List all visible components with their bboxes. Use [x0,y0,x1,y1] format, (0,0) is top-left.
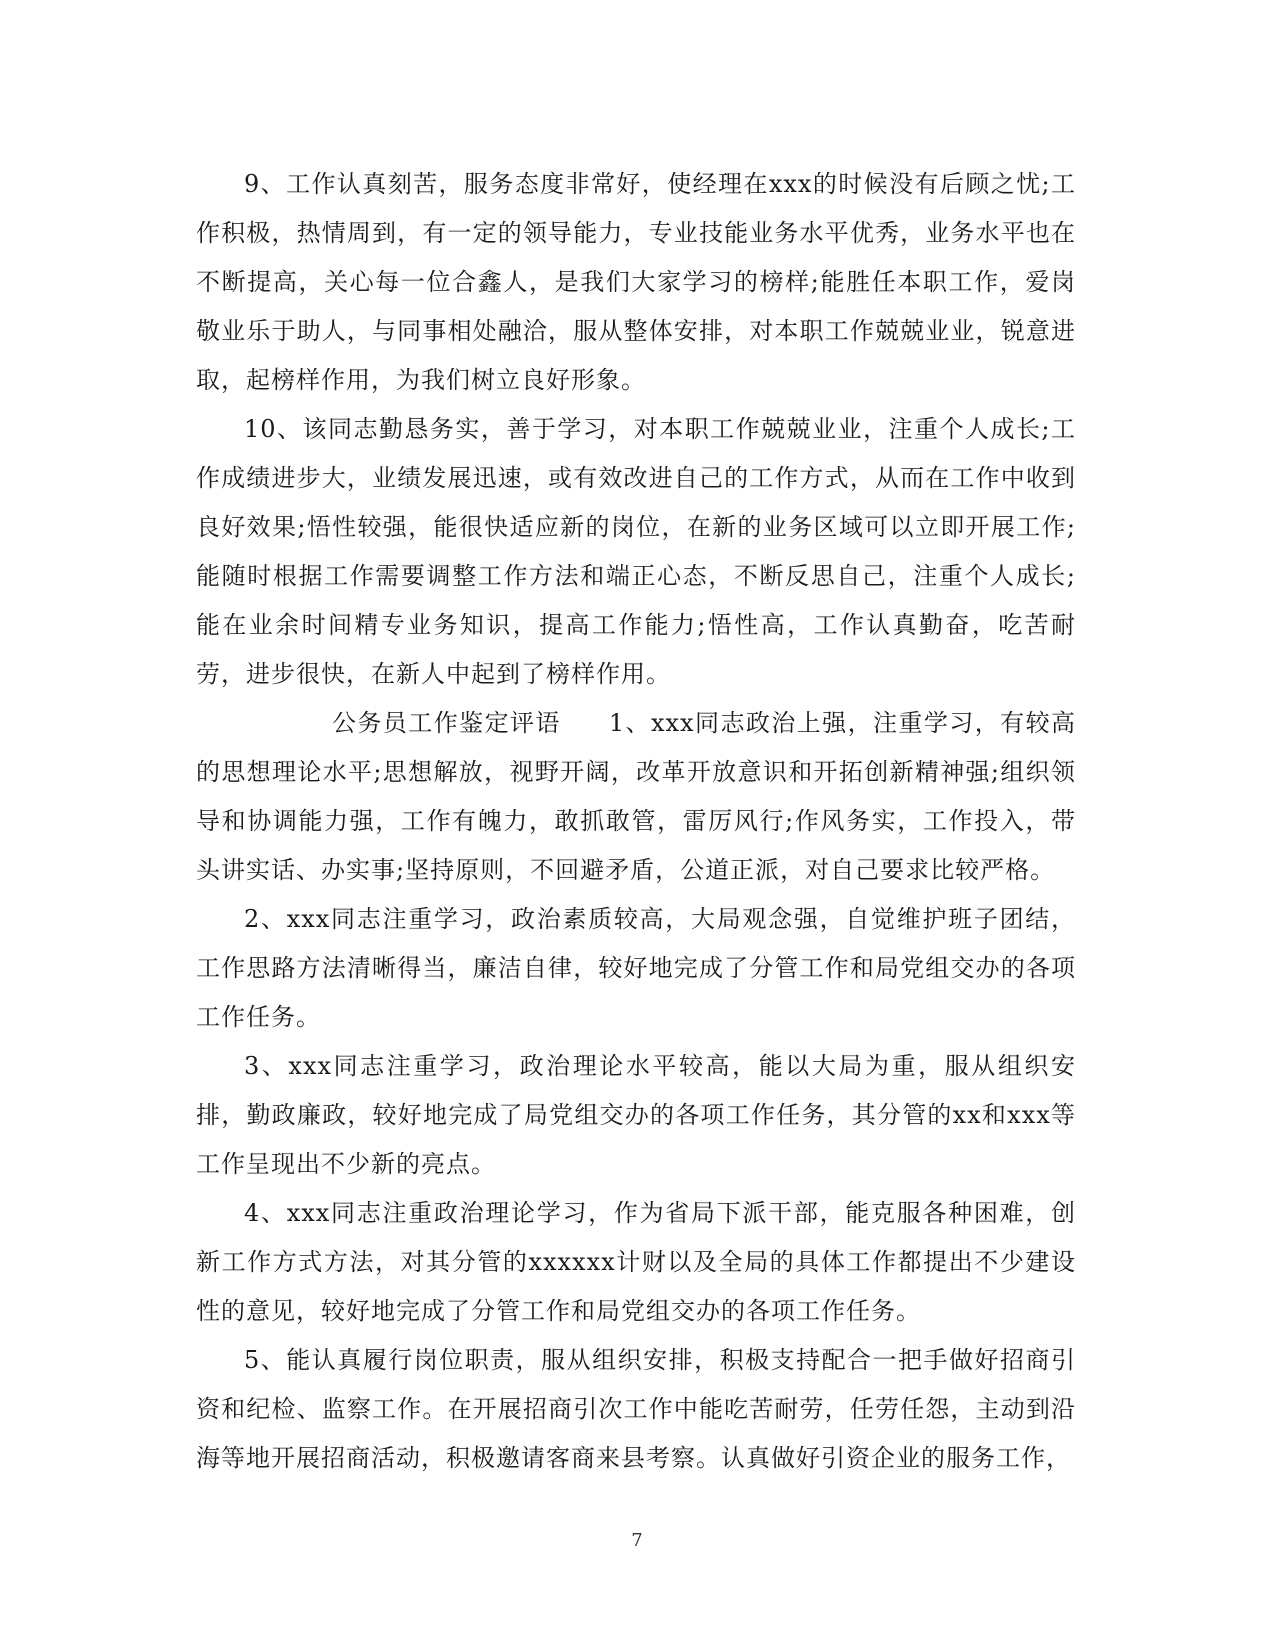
document-body [196,160,1076,1483]
section-heading: 公务员工作鉴定评语 [332,709,561,737]
section-item-4: 4、xxx同志注重政治理论学习，作为省局下派干部，能克服各种困难，创新工作方式方法，对其分管的xxxxxx计财以及全局的具体工作都提出不少建设性的意见，较好地完成了分管工作和局党组交办的各项工作任务。 [196,1199,1076,1325]
section-first-paragraph [196,699,1076,895]
section-item-2: 2、xxx同志注重学习，政治素质较高，大局观念强，自觉维护班子团结，工作思路方法清晰得当，廉洁自律，较好地完成了分管工作和局党组交办的各项工作任务。 [196,905,1076,1031]
section-item-5: 5、能认真履行岗位职责，服从组织安排，积极支持配合一把手做好招商引资和纪检、监察工作。在开展招商引次工作中能吃苦耐劳，任劳任怨，主动到沿海等地开展招商活动，积极邀请客商来县考察。认真做好引资企业的服务工作， [196,1346,1076,1472]
paragraph-9: 9、工作认真刻苦，服务态度非常好，使经理在xxx的时候没有后顾之忧;工作积极，热情周到，有一定的领导能力，专业技能业务水平优秀，业务水平也在不断提高，关心每一位合鑫人，是我们大家学习的榜样;能胜任本职工作，爱岗敬业乐于助人，与同事相处融洽，服从整体安排，对本职工作兢兢业业，锐意进取，起榜样作用，为我们树立良好形象。 [196,170,1076,394]
section-item-1: 1、xxx同志政治上强，注重学习，有较高的思想理论水平;思想解放，视野开阔，改革开放意识和开拓创新精神强;组织领导和协调能力强，工作有魄力，敢抓敢管，雷厉风行;作风务实，工作投入，带头讲实话、办实事;坚持原则，不回避矛盾，公道正派，对自己要求比较严格。 [196,709,1077,884]
paragraph-10: 10、该同志勤恳务实，善于学习，对本职工作兢兢业业，注重个人成长;工作成绩进步大，业绩发展迅速，或有效改进自己的工作方式，从而在工作中收到良好效果;悟性较强，能很快适应新的岗位，在新的业务区域可以立即开展工作;能随时根据工作需要调整工作方法和端正心态，不断反思自己，注重个人成长;能在业余时间精专业务知识，提高工作能力;悟性高，工作认真勤奋，吃苦耐劳，进步很快，在新人中起到了榜样作用。 [196,415,1076,688]
section-item-3: 3、xxx同志注重学习，政治理论水平较高，能以大局为重，服从组织安排，勤政廉政，较好地完成了局党组交办的各项工作任务，其分管的xx和xxx等工作呈现出不少新的亮点。 [196,1052,1076,1178]
page-number: 7 [631,1530,643,1551]
